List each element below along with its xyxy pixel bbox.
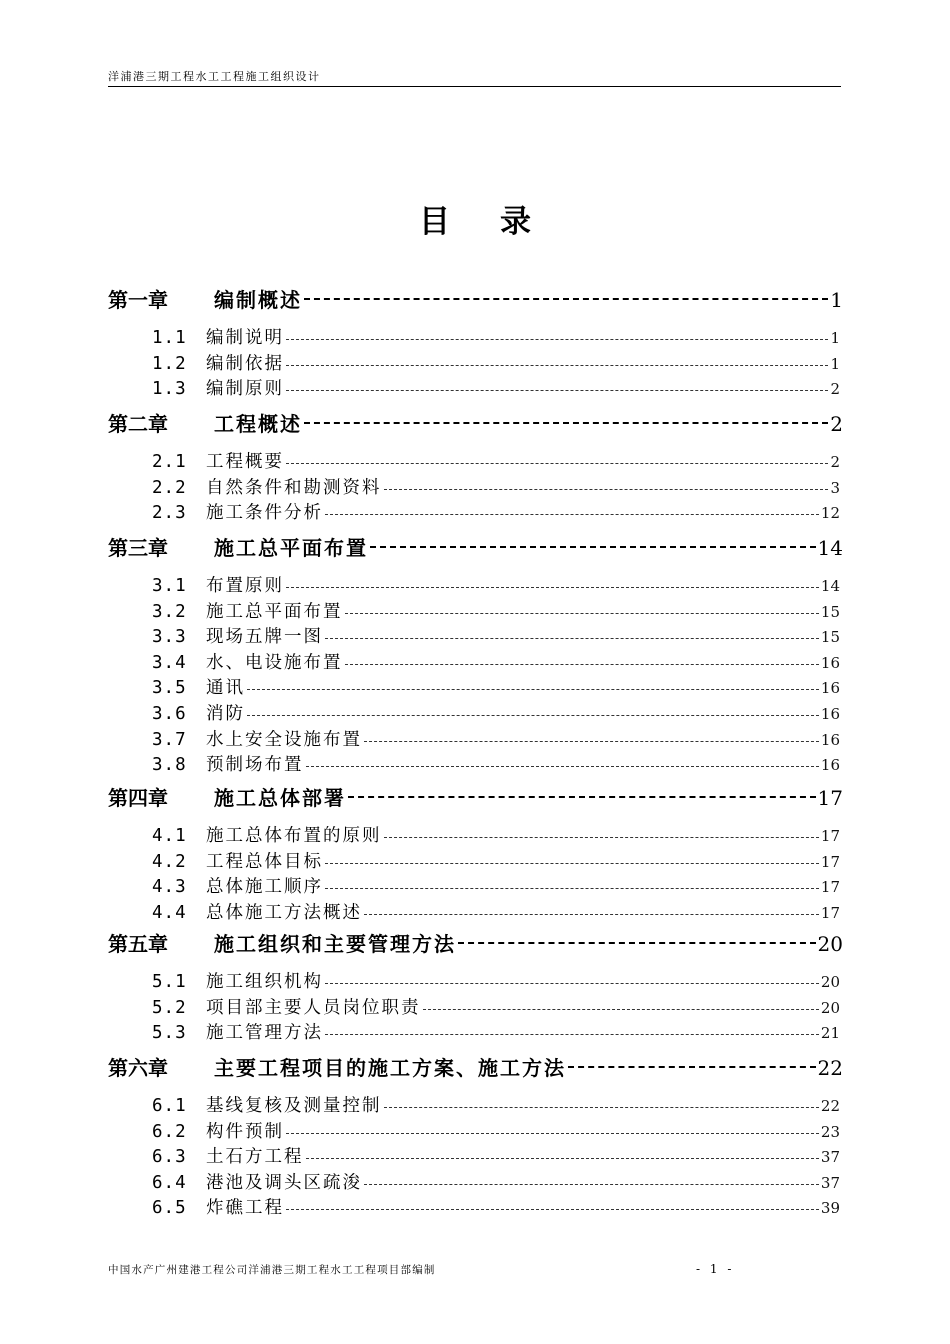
toc-section-number: 3.1 (152, 576, 187, 596)
dot-leader (306, 1158, 819, 1162)
toc-section-number: 6.4 (152, 1173, 187, 1193)
toc-section-title: 施工总体布置的原则 (206, 826, 382, 846)
toc-section[interactable] (152, 326, 840, 350)
toc-chapter-title: 施工总平面布置 (214, 536, 368, 560)
toc-section-title: 港池及调头区疏浚 (206, 1173, 362, 1193)
toc-section-page: 37 (820, 1148, 840, 1166)
toc-section-title: 编制依据 (206, 354, 284, 374)
toc-section[interactable] (152, 1021, 840, 1045)
toc-section-number: 6.3 (152, 1147, 187, 1167)
toc-section-page: 20 (820, 999, 840, 1017)
toc-section-title: 构件预制 (206, 1122, 284, 1142)
toc-chapter-title: 施工组织和主要管理方法 (214, 932, 456, 956)
toc-section-number: 5.1 (152, 972, 187, 992)
footer-text: 中国水产广州建港工程公司洋浦港三期工程水工工程项目部编制 (108, 1264, 436, 1276)
dot-leader (423, 1009, 819, 1013)
toc-section[interactable] (152, 1094, 840, 1118)
toc-section-number: 4.3 (152, 877, 187, 897)
toc-section[interactable] (152, 996, 840, 1020)
toc-chapter-number: 第二章 (108, 412, 168, 436)
dot-leader (286, 1209, 819, 1213)
dot-leader (325, 638, 819, 642)
toc-section-page: 16 (820, 756, 840, 774)
toc-section-number: 3.3 (152, 627, 187, 647)
toc-section-title: 总体施工方法概述 (206, 903, 362, 923)
dot-leader (286, 1133, 819, 1137)
dot-leader (364, 1184, 819, 1188)
toc-section-title: 水上安全设施布置 (206, 730, 362, 750)
toc-section-page: 16 (820, 731, 840, 749)
toc-section[interactable] (152, 600, 840, 624)
toc-section-title: 自然条件和勘测资料 (206, 478, 382, 498)
toc-chapter[interactable] (108, 1054, 843, 1082)
toc-section[interactable] (152, 377, 840, 401)
toc-section-title: 水、电设施布置 (206, 653, 343, 673)
dot-leader (325, 863, 819, 867)
toc-section-page: 17 (820, 904, 840, 922)
toc-section-page: 17 (820, 827, 840, 845)
toc-section-page: 1 (830, 329, 840, 347)
toc-chapter-number: 第三章 (108, 536, 168, 560)
toc-section[interactable] (152, 753, 840, 777)
toc-section-page: 39 (820, 1199, 840, 1217)
toc-section-page: 16 (820, 654, 840, 672)
toc-chapter[interactable] (108, 534, 843, 562)
toc-section[interactable] (152, 1171, 840, 1195)
toc-section[interactable] (152, 1120, 840, 1144)
toc-section-number: 6.1 (152, 1096, 187, 1116)
dot-leader (247, 689, 819, 693)
toc-section-title: 总体施工顺序 (206, 877, 323, 897)
toc-section-title: 布置原则 (206, 576, 284, 596)
toc-section-page: 16 (820, 705, 840, 723)
toc-section[interactable] (152, 970, 840, 994)
toc-section-title: 基线复核及测量控制 (206, 1096, 382, 1116)
toc-chapter[interactable] (108, 930, 843, 958)
toc-section[interactable] (152, 901, 840, 925)
toc-chapter-number: 第五章 (108, 932, 168, 956)
toc-section-page: 37 (820, 1174, 840, 1192)
toc-section-number: 5.2 (152, 998, 187, 1018)
toc-section-number: 3.7 (152, 730, 187, 750)
toc-chapter-title: 工程概述 (214, 412, 302, 436)
toc-section-title: 编制说明 (206, 328, 284, 348)
toc-chapter-page: 17 (817, 786, 843, 810)
toc-section-page: 17 (820, 878, 840, 896)
toc-section-number: 4.2 (152, 852, 187, 872)
toc-section-title: 工程概要 (206, 452, 284, 472)
toc-chapter-title: 施工总体部署 (214, 786, 346, 810)
toc-chapter-page: 22 (817, 1056, 843, 1080)
toc-section-title: 施工总平面布置 (206, 602, 343, 622)
toc-section-number: 3.6 (152, 704, 187, 724)
toc-section-page: 17 (820, 853, 840, 871)
toc-chapter[interactable] (108, 784, 843, 812)
dot-leader (458, 942, 816, 947)
toc-section[interactable] (152, 352, 840, 376)
toc-section-page: 16 (820, 679, 840, 697)
toc-section[interactable] (152, 574, 840, 598)
toc-section-title: 施工组织机构 (206, 972, 323, 992)
dot-leader (304, 298, 828, 303)
dot-leader (247, 715, 819, 719)
toc-chapter-title: 编制概述 (214, 288, 302, 312)
toc-section-number: 2.2 (152, 478, 187, 498)
toc-section-page: 12 (820, 504, 840, 522)
toc-section-title: 炸礁工程 (206, 1198, 284, 1218)
dot-leader (370, 546, 816, 551)
dot-leader (306, 766, 819, 770)
toc-section-number: 3.4 (152, 653, 187, 673)
toc-section-number: 6.2 (152, 1122, 187, 1142)
toc-section-page: 2 (830, 380, 840, 398)
dot-leader (384, 489, 829, 493)
toc-section[interactable] (152, 476, 840, 500)
toc-section-page: 2 (830, 453, 840, 471)
toc-section-page: 21 (820, 1024, 840, 1042)
toc-section[interactable] (152, 450, 840, 474)
toc-section-title: 工程总体目标 (206, 852, 323, 872)
toc-chapter-page: 20 (817, 932, 843, 956)
toc-section-title: 编制原则 (206, 379, 284, 399)
toc-section-number: 1.2 (152, 354, 187, 374)
toc-section[interactable] (152, 1145, 840, 1169)
toc-section[interactable] (152, 850, 840, 874)
toc-section-number: 2.1 (152, 452, 187, 472)
toc-chapter[interactable] (108, 286, 843, 314)
toc-section-number: 1.3 (152, 379, 187, 399)
toc-section[interactable] (152, 702, 840, 726)
dot-leader (286, 390, 828, 394)
dot-leader (286, 463, 828, 467)
toc-section-number: 5.3 (152, 1023, 187, 1043)
dot-leader (325, 514, 819, 518)
toc-chapter-number: 第四章 (108, 786, 168, 810)
toc-section[interactable] (152, 625, 840, 649)
toc-section-number: 3.5 (152, 678, 187, 698)
page-number: - 1 - (696, 1262, 735, 1276)
dot-leader (364, 741, 819, 745)
dot-leader (304, 422, 828, 427)
toc-section-title: 项目部主要人员岗位职责 (206, 998, 421, 1018)
dot-leader (345, 613, 819, 617)
toc-chapter-page: 14 (817, 536, 843, 560)
dot-leader (325, 1034, 819, 1038)
toc-chapter-page: 1 (830, 288, 843, 312)
toc-section-number: 3.8 (152, 755, 187, 775)
toc-section-page: 3 (830, 479, 840, 497)
dot-leader (325, 983, 819, 987)
toc-section-title: 现场五牌一图 (206, 627, 323, 647)
page-title: 目录 (419, 204, 581, 240)
dot-leader (384, 837, 819, 841)
dot-leader (325, 888, 819, 892)
toc-section-page: 20 (820, 973, 840, 991)
toc-section[interactable] (152, 501, 840, 525)
header-text: 洋浦港三期工程水工工程施工组织设计 (108, 70, 321, 83)
toc-section-number: 1.1 (152, 328, 187, 348)
toc-section-page: 14 (820, 577, 840, 595)
toc-section[interactable] (152, 875, 840, 899)
dot-leader (286, 339, 828, 343)
toc-section-number: 6.5 (152, 1198, 187, 1218)
toc-section-number: 3.2 (152, 602, 187, 622)
toc-section-page: 1 (830, 355, 840, 373)
dot-leader (286, 365, 828, 369)
toc-section-title: 通讯 (206, 678, 245, 698)
toc-section-title: 施工条件分析 (206, 503, 323, 523)
toc-section[interactable] (152, 728, 840, 752)
toc-section-title: 预制场布置 (206, 755, 304, 775)
toc-section-number: 4.4 (152, 903, 187, 923)
toc-section-title: 消防 (206, 704, 245, 724)
toc-section-title: 施工管理方法 (206, 1023, 323, 1043)
toc-section-page: 15 (820, 603, 840, 621)
toc-section-title: 土石方工程 (206, 1147, 304, 1167)
toc-chapter-title: 主要工程项目的施工方案、施工方法 (214, 1056, 566, 1080)
toc-section-number: 2.3 (152, 503, 187, 523)
toc-section-page: 15 (820, 628, 840, 646)
toc-chapter-page: 2 (830, 412, 843, 436)
toc-section-page: 23 (820, 1123, 840, 1141)
toc-section[interactable] (152, 1196, 840, 1220)
toc-chapter[interactable] (108, 410, 843, 438)
toc-section-number: 4.1 (152, 826, 187, 846)
toc-chapter-number: 第一章 (108, 288, 168, 312)
dot-leader (384, 1107, 819, 1111)
toc-section-page: 22 (820, 1097, 840, 1115)
dot-leader (345, 664, 819, 668)
toc-chapter-number: 第六章 (108, 1056, 168, 1080)
dot-leader (568, 1066, 816, 1071)
dot-leader (364, 914, 819, 918)
toc-section[interactable] (152, 676, 840, 700)
toc-section[interactable] (152, 651, 840, 675)
dot-leader (348, 796, 816, 801)
page-footer (108, 1262, 841, 1278)
toc-section[interactable] (152, 824, 840, 848)
dot-leader (286, 587, 819, 591)
